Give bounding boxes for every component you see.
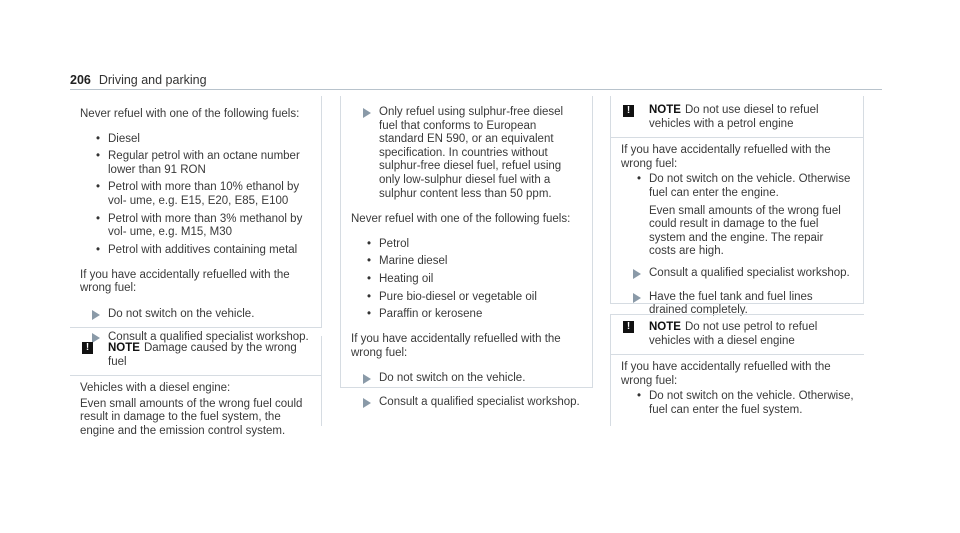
note-title: Do not use petrol to refuel vehicles with a diesel engine [649,321,818,347]
accident-text: If you have accidentally refuelled with the wrong fuel: [621,144,831,170]
note-bullets [621,390,854,417]
list-item: • Pure bio-diesel or vegetable oil [351,291,582,305]
action-arrow-icon [363,398,371,408]
note-body [70,376,321,448]
list-item: • Petrol with more than 10% ethanol by vol- ume, e.g. E15, E20, E85, E100 [80,181,311,208]
note-header [70,336,321,376]
list-item: • Petrol with additives containing metal [80,244,311,258]
action-step: Consult a qualified specialist workshop. [351,396,582,410]
accident-text: If you have accidentally refuelled with the wrong fuel: [80,268,290,295]
list-item: • Do not switch on the vehicle. Otherwise, fuel can enter the fuel system. [621,390,854,417]
note-body [611,138,863,326]
note-wrong-fuel [70,336,322,437]
warning-icon: ! [623,105,634,117]
note-diesel-in-petrol [610,96,864,317]
note-label: NOTE [649,321,681,333]
note-header [611,96,863,138]
note-line: Vehicles with a diesel engine: [80,382,231,395]
warning-icon: ! [623,321,634,333]
note-line: Even small amounts of the wrong fuel could result in damage to the fuel system, the engine and the emission control system. [80,397,303,437]
fuels-intro: Never refuel with one of the following fuels: [351,212,571,225]
fuels-list [351,238,582,322]
diesel-fuel-box [340,96,593,408]
action-arrow-icon [363,108,371,118]
fuels-box [70,96,322,344]
action-step: Consult a qualified specialist workshop. [80,331,311,345]
page-number: 206 [70,73,91,87]
action-arrow-icon [633,293,641,303]
page-header [70,73,207,87]
note-subtext: Even small amounts of the wrong fuel could result in damage to the fuel system and the engine. The repair costs are high. [649,204,841,258]
list-item: • Petrol with more than 3% methanol by vol- ume, e.g. M15, M30 [80,213,311,240]
action-arrow-icon [633,269,641,279]
action-arrow-icon [363,374,371,384]
list-item: • Do not switch on the vehicle. Otherwise fuel can enter the engine. [621,173,853,200]
action-step: Do not switch on the vehicle. [80,308,311,322]
list-item: • Marine diesel [351,255,582,269]
accident-text: If you have accidentally refuelled with the wrong fuel: [621,361,831,387]
list-item: • Petrol [351,238,582,252]
note-label: NOTE [649,104,681,116]
action-step: Have the fuel tank and fuel lines drained completely. [621,291,853,318]
list-item: • Heating oil [351,273,582,287]
note-label: NOTE [108,342,140,354]
note-header [611,315,864,355]
warning-icon: ! [82,342,93,354]
list-item: • Paraffin or kerosene [351,308,582,322]
note-petrol-in-diesel [610,314,864,426]
section-title: Driving and parking [98,73,207,87]
fuels-intro: Never refuel with one of the following fuels: [80,107,300,120]
action-step: Consult a qualified specialist workshop. [621,267,853,281]
action-step: Do not switch on the vehicle. [351,372,582,386]
fuels-list [80,133,311,258]
note-bullets [621,173,853,200]
list-item: • Diesel [80,133,311,147]
note-title: Damage caused by the wrong fuel [108,342,297,368]
action-step: Only refuel using sulphur-free diesel fuel that conforms to European standard EN 590, or an equivalent specification. In countries without sulphur-free diesel fuel, refuel using only low-sulphur diesel fuel with a sulphur content less than 50 ppm. [351,106,582,201]
list-item: • Regular petrol with an octane number lower than 91 RON [80,150,311,177]
note-body [611,355,864,429]
note-title: Do not use diesel to refuel vehicles with a petrol engine [649,104,819,130]
action-arrow-icon [92,310,100,320]
header-divider [70,89,882,90]
accident-text: If you have accidentally refuelled with the wrong fuel: [351,333,561,359]
